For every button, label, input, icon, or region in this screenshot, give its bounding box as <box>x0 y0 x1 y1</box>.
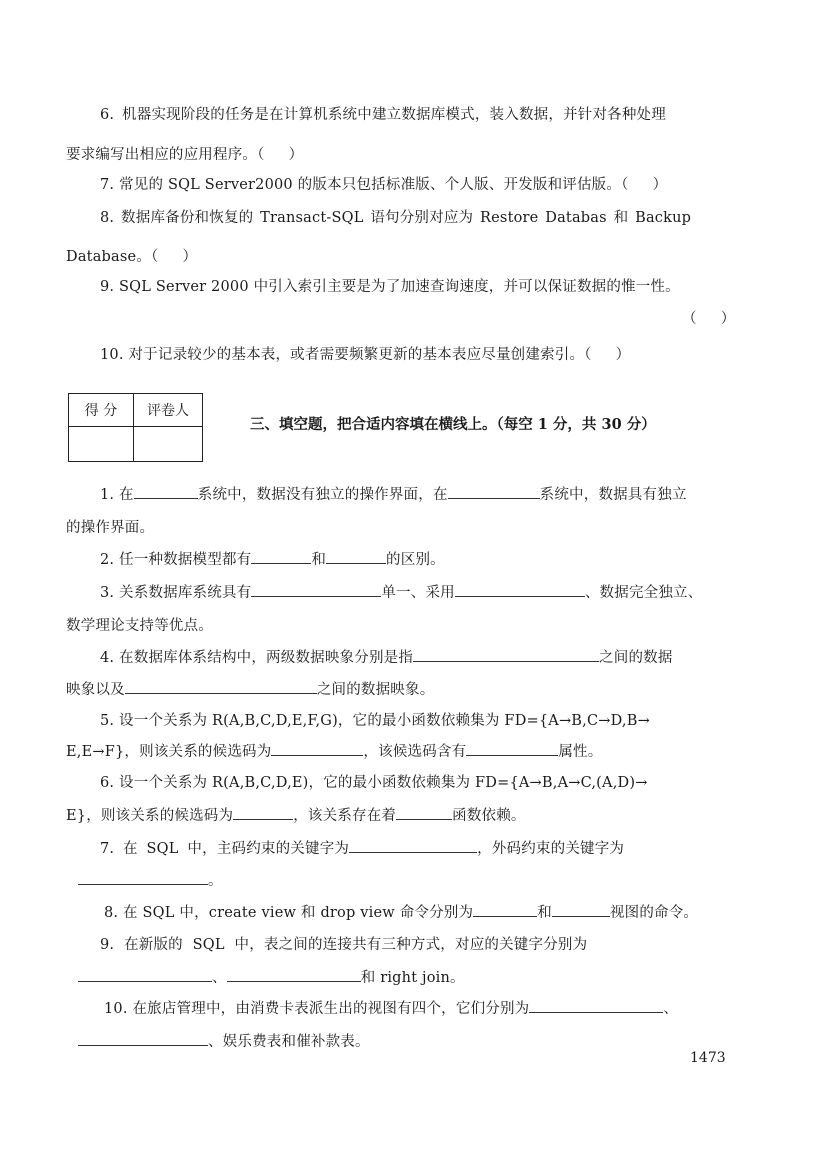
judge-q6-text: 要求编写出相应的应用程序。 <box>66 147 258 163</box>
fill-q5-line1: 5. 设一个关系为 R(A,B,C,D,E,F,G)，它的最小函数依赖集为 FD={A→B,C→D,B→ <box>100 713 650 729</box>
fill-q10-blank-1 <box>529 998 663 1013</box>
fill-q7-line1: 7. 在 SQL 中，主码约束的关键字为 ，外码约束的关键字为 <box>100 838 624 860</box>
judge-q6-line1: 6. 机器实现阶段的任务是在计算机系统中建立数据库模式，装入数据，并针对各种处理 <box>100 107 666 123</box>
fill-q1-line2: 的操作界面。 <box>66 520 155 536</box>
fill-q1-line1: 1. 在 系统中，数据没有独立的操作界面，在 系统中，数据具有独立 <box>100 484 687 506</box>
judge-q8-answer-paren: （ ） <box>151 249 198 265</box>
fill-q7-line2: 。 <box>78 870 223 892</box>
judge-q8-line2 <box>66 246 197 268</box>
fill-q10-line2: 、娱乐费表和催补款表。 <box>78 1031 370 1053</box>
fill-q4-blank-1 <box>413 647 599 662</box>
fill-q3-blank-1 <box>251 582 381 597</box>
fill-q6-blank-1 <box>233 805 293 820</box>
judge-q7-answer-paren: （ ） <box>621 177 668 193</box>
fill-q1-blank-2 <box>448 484 540 499</box>
fill-q3-blank-2 <box>455 582 585 597</box>
judge-q9-answer-paren: （ ） <box>682 311 736 327</box>
fill-q5-blank-1 <box>271 741 363 756</box>
fill-q10-blank-2 <box>78 1031 208 1046</box>
section-title-fill-in: 三、填空题，把合适内容填在横线上。（每空 1 分，共 30 分） <box>250 416 656 433</box>
judge-q9-text: 9. SQL Server 2000 中引入索引主要是为了加速查询速度，并可以保证数据的惟一性。 <box>100 279 680 295</box>
fill-q9-blank-1 <box>78 967 212 982</box>
judge-q7 <box>100 174 667 196</box>
fill-q3-line1: 3. 关系数据库系统具有 单一、采用 、数据完全独立、 <box>100 582 702 604</box>
fill-q10-line1: 10. 在旅店管理中，由消费卡表派生出的视图有四个，它们分别为 、 <box>104 998 678 1020</box>
fill-q2-blank-2 <box>326 549 386 564</box>
judge-q10 <box>100 344 630 366</box>
judge-q6-line2 <box>66 144 303 166</box>
score-box-score-cell <box>69 427 134 462</box>
fill-q4-line2: 映象以及 之间的数据映象。 <box>66 679 434 701</box>
fill-q8-blank-1 <box>473 902 537 917</box>
fill-q5-blank-2 <box>466 741 558 756</box>
judge-q8-line1: 8. 数据库备份和恢复的 Transact-SQL 语句分别对应为 Restore Databas 和 Backup <box>100 210 692 226</box>
fill-q9-line2: 、 和 right join。 <box>78 967 465 989</box>
fill-q8: 8. 在 SQL 中，create view 和 drop view 命令分别为 和 视图的命令。 <box>104 902 698 924</box>
judge-q10-text: 10. 对于记录较少的基本表，或者需要频繁更新的基本表应尽量创建索引。 <box>100 347 585 363</box>
fill-q2-blank-1 <box>251 549 311 564</box>
fill-q4-line1: 4. 在数据库体系结构中，两级数据映象分别是指 之间的数据 <box>100 647 673 669</box>
fill-q6-line2: E}，则该关系的候选码为 ，该关系存在着 函数依赖。 <box>66 805 526 827</box>
score-box <box>68 393 203 462</box>
judge-q8-text: Database。 <box>66 249 151 265</box>
fill-q3-line2: 数学理论支持等优点。 <box>66 618 213 634</box>
fill-q1-blank-1 <box>134 484 198 499</box>
fill-q6-blank-2 <box>396 805 452 820</box>
fill-q6-line1: 6. 设一个关系为 R(A,B,C,D,E)，它的最小函数依赖集为 FD={A→B,A→C,(A,D)→ <box>100 775 648 791</box>
score-box-header-grader: 评卷人 <box>134 394 203 427</box>
judge-q10-answer-paren: （ ） <box>584 347 631 363</box>
fill-q5-line2: E,E→F}，则该关系的候选码为 ，该候选码含有 属性。 <box>66 741 602 763</box>
fill-q2: 2. 任一种数据模型都有 和 的区别。 <box>100 549 445 571</box>
fill-q4-blank-2 <box>125 679 317 694</box>
fill-q9-line1: 9. 在新版的 SQL 中，表之间的连接共有三种方式，对应的关键字分别为 <box>100 937 588 953</box>
score-box-header-score: 得 分 <box>69 394 134 427</box>
fill-q8-blank-2 <box>552 902 610 917</box>
judge-q6-answer-paren: （ ） <box>257 147 304 163</box>
judge-q7-text: 7. 常见的 SQL Server2000 的版本只包括标准版、个人版、开发版和评估版。 <box>100 177 622 193</box>
score-box-grader-cell <box>134 427 203 462</box>
fill-q9-blank-2 <box>227 967 361 982</box>
fill-q7-blank-1 <box>349 838 477 853</box>
fill-q7-blank-2 <box>78 870 208 885</box>
page-number: 1473 <box>690 1050 726 1066</box>
